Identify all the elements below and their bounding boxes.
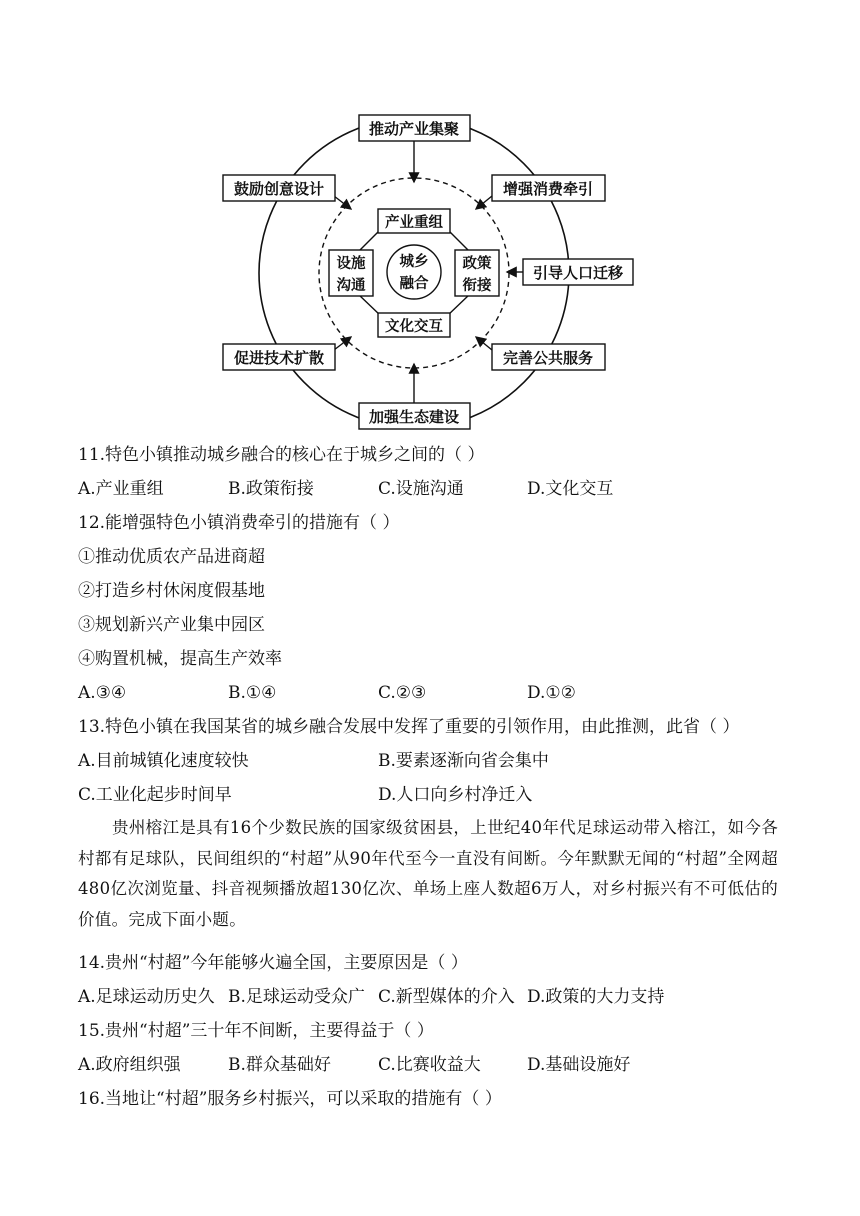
urban-rural-integration-diagram <box>0 0 860 440</box>
q11-option-b[interactable]: B.政策衔接 <box>228 479 314 499</box>
q13-option-c[interactable]: C.工业化起步时间早 <box>78 785 232 805</box>
inner-left-label-2: 沟通 <box>336 278 366 294</box>
outer-label-2: 增强消费牵引 <box>502 180 594 198</box>
q14-option-b[interactable]: B.足球运动受众广 <box>228 987 365 1007</box>
q15-stem: 15.贵州“村超”三十年不间断，主要得益于（ ） <box>78 1021 434 1041</box>
outer-label-1: 推动产业集聚 <box>368 120 460 138</box>
q14-option-c[interactable]: C.新型媒体的介入 <box>378 987 515 1007</box>
center-label-1: 城乡 <box>399 254 429 270</box>
outer-label-3: 引导人口迁移 <box>532 264 624 282</box>
q15-option-b[interactable]: B.群众基础好 <box>228 1055 331 1075</box>
q11-option-a[interactable]: A.产业重组 <box>78 479 164 499</box>
q15-option-a[interactable]: A.政府组织强 <box>78 1055 181 1075</box>
center-label-2: 融合 <box>399 276 429 292</box>
q15-option-d[interactable]: D.基础设施好 <box>527 1055 631 1075</box>
q14-option-d[interactable]: D.政策的大力支持 <box>527 987 665 1007</box>
outer-label-6: 促进技术扩散 <box>233 349 325 367</box>
q12-item-2: ②打造乡村休闲度假基地 <box>78 581 265 601</box>
q12-item-1: ①推动优质农产品进商超 <box>78 547 265 567</box>
inner-left-label-1: 设施 <box>336 256 366 272</box>
q12-option-b[interactable]: B.①④ <box>228 683 277 703</box>
inner-top-label: 产业重组 <box>385 215 443 231</box>
reading-passage: 贵州榕江是具有16个少数民族的国家级贫困县，上世纪40年代足球运动带入榕江，如今各村都有足球队，民间组织的“村超”从90年代至今一直没有间断。今年默默无闻的“村超”全网超480亿次浏览量、抖音视频播放超130亿次、单场上座人数超6万人，对乡村振兴有不可低估的价值。完成下面小题。 <box>78 818 778 929</box>
q11-option-d[interactable]: D.文化交互 <box>527 479 614 499</box>
q13-stem: 13.特色小镇在我国某省的城乡融合发展中发挥了重要的引领作用，由此推测，此省（ ） <box>78 717 740 737</box>
q15-option-c[interactable]: C.比赛收益大 <box>378 1055 481 1075</box>
q12-option-c[interactable]: C.②③ <box>378 683 427 703</box>
q11-option-c[interactable]: C.设施沟通 <box>378 479 464 499</box>
inner-right-label-1: 政策 <box>462 256 492 272</box>
q13-option-d[interactable]: D.人口向乡村净迁入 <box>378 785 533 805</box>
inner-right-label-2: 衔接 <box>462 278 492 294</box>
q12-stem: 12.能增强特色小镇消费牵引的措施有（ ） <box>78 513 400 533</box>
outer-label-7: 鼓励创意设计 <box>233 180 325 198</box>
q13-option-b[interactable]: B.要素逐渐向省会集中 <box>378 751 549 771</box>
outer-label-5: 加强生态建设 <box>368 408 460 426</box>
q16-stem: 16.当地让“村超”服务乡村振兴，可以采取的措施有（ ） <box>78 1089 502 1109</box>
q14-stem: 14.贵州“村超”今年能够火遍全国，主要原因是（ ） <box>78 953 468 973</box>
q12-item-4: ④购置机械，提高生产效率 <box>78 649 282 669</box>
q12-item-3: ③规划新兴产业集中园区 <box>78 615 265 635</box>
q13-option-a[interactable]: A.目前城镇化速度较快 <box>78 751 249 771</box>
q14-option-a[interactable]: A.足球运动历史久 <box>78 987 215 1007</box>
q12-option-a[interactable]: A.③④ <box>78 683 127 703</box>
outer-label-4: 完善公共服务 <box>502 349 594 367</box>
q12-option-d[interactable]: D.①② <box>527 683 576 703</box>
q11-stem: 11.特色小镇推动城乡融合的核心在于城乡之间的（ ） <box>78 445 485 465</box>
inner-bottom-label: 文化交互 <box>385 319 443 335</box>
